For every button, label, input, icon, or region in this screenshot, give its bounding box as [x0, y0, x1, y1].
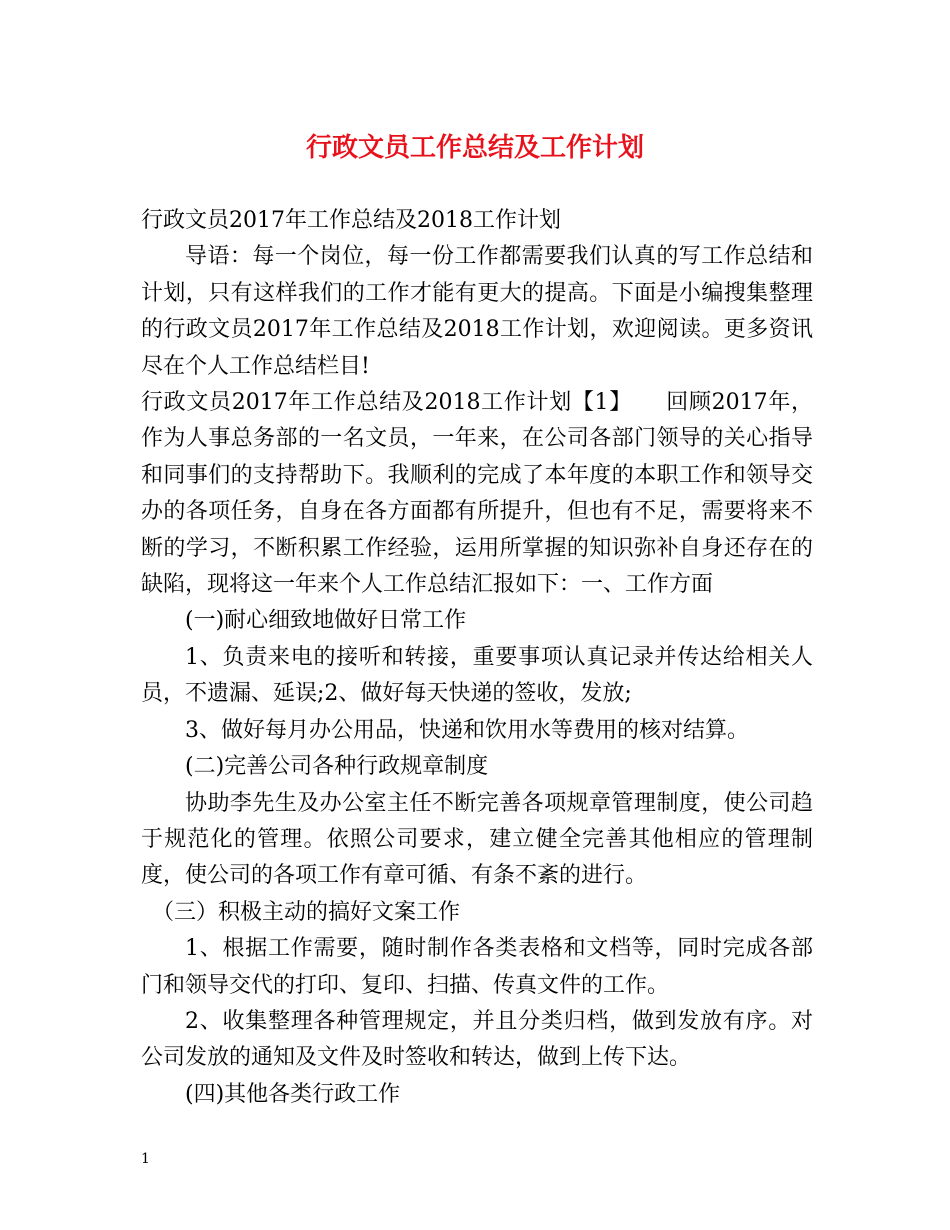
paragraph-item: 协助李先生及办公室主任不断完善各项规章管理制度，使公司趋于规范化的管理。依照公司要求，建立健全完善其他相应的管理制度，使公司的各项工作有章可循、有条不紊的进行。 [141, 790, 813, 889]
paragraph-section-1: (一)耐心细致地做好日常工作 [185, 608, 467, 634]
paragraph-review: 行政文员2017年工作总结及2018工作计划【1】 回顾2017年，作为人事总务部的一名文员，一年来，在公司各部门领导的关心指导和同事们的支持帮助下。我顺利的完成了本年度的本职工作和领导交办的各项任务，自身在各方面都有所提升，但也有不足，需要将来不断的学习，不断积累工作经验，运用所掌握的知识弥补自身还存在的缺陷，现将这一年来个人工作总结汇报如下：一、工作方面 [141, 390, 813, 598]
paragraph-section-4: (四)其他各类行政工作 [185, 1081, 401, 1107]
paragraph-intro: 导语：每一个岗位，每一份工作都需要我们认真的写工作总结和计划，只有这样我们的工作才能有更大的提高。下面是小编搜集整理的行政文员2017年工作总结及2018工作计划，欢迎阅读。更多资讯尽在个人工作总结栏目! [141, 244, 813, 379]
page-number: 1 [141, 1151, 150, 1167]
paragraph-item: 2、收集整理各种管理规定，并且分类归档，做到发放有序。对公司发放的通知及文件及时签收和转达，做到上传下达。 [141, 1008, 813, 1071]
paragraph-subtitle: 行政文员2017年工作总结及2018工作计划 [141, 208, 561, 233]
document-title: 行政文员工作总结及工作计划 [305, 133, 644, 163]
document-body [141, 203, 813, 1113]
paragraph-item: 1、根据工作需要，随时制作各类表格和文档等，同时完成各部门和领导交代的打印、复印、扫描、传真文件的工作。 [141, 936, 813, 998]
paragraph-item: 3、做好每月办公用品，快递和饮用水等费用的核对结算。 [185, 717, 749, 743]
paragraph-section-3: （三）积极主动的搞好文案工作 [152, 899, 461, 925]
paragraph-section-2: (二)完善公司各种行政规章制度 [185, 754, 489, 780]
paragraph-item: 1、负责来电的接听和转接，重要事项认真记录并传达给相关人员，不遗漏、延误;2、做好每天快递的签收，发放; [141, 644, 813, 707]
